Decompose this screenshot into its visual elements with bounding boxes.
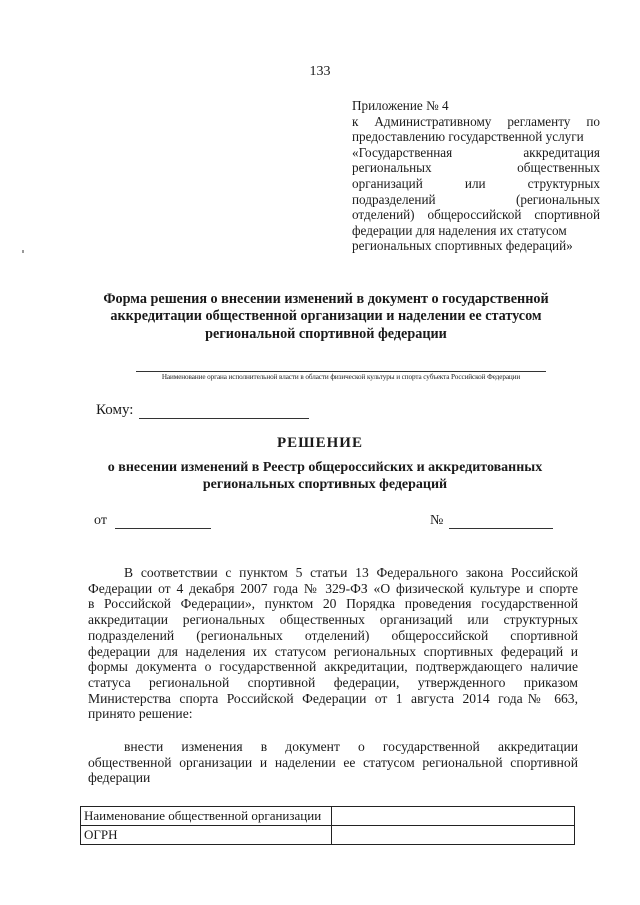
number-field: [430, 513, 553, 529]
annex-line: организаций или структурных: [352, 175, 600, 191]
page-number: 133: [309, 64, 331, 79]
paragraph-line: аккредитации региональных общественных организаций или структурных: [88, 612, 578, 628]
annex-line: подразделений (региональных: [352, 191, 600, 207]
paragraph-line: Министерства спорта Российской Федерации от 1 августа 2014 года№ 663,: [88, 690, 578, 706]
annex-line: региональных общественных: [352, 160, 600, 176]
organization-table: [80, 806, 575, 845]
decision-subtitle-line: региональных спортивных федераций: [202, 477, 448, 493]
recipient-field: [96, 402, 309, 419]
paragraph-line: В соответствии с пунктом 5 статьи 13 Федерального закона Российской: [124, 565, 578, 580]
paragraph-line: формы документа о государственной аккредитации, подтверждающего наличие: [88, 659, 578, 675]
annex-line: к Административному регламенту по: [352, 113, 600, 129]
resolution-line: общественной организации и наделении ее статусом региональной спортивной: [88, 754, 578, 770]
paragraph-line: подразделений (региональных отделений) общероссийской спортивной: [88, 627, 578, 643]
scan-speck: [22, 250, 24, 253]
decision-paragraph: [88, 565, 578, 722]
annex-line: «Государственная аккредитация: [352, 144, 600, 160]
decision-title: РЕШЕНИЕ: [277, 435, 363, 451]
resolution-line: федерации: [88, 770, 151, 786]
annex-line: региональных спортивных федераций»: [352, 238, 573, 254]
paragraph-line: федерации для наделения их статусом региональных спортивных федераций и: [88, 643, 578, 659]
annex-line: предоставлению государственной услуги: [352, 129, 584, 145]
form-title: [96, 291, 556, 343]
table-row: [81, 826, 575, 845]
form-title-line: аккредитации общественной организации и наделении ее статусом: [110, 308, 542, 325]
annex-line: Приложение № 4: [352, 98, 449, 113]
table-cell-label: Наименование общественной организации: [81, 807, 332, 826]
recipient-blank: [139, 404, 309, 419]
date-field: [94, 513, 211, 529]
number-blank: [449, 516, 553, 529]
resolution-line: внести изменения в документ о государственной аккредитации: [124, 739, 578, 754]
paragraph-line: статуса региональной спортивной федерации, утвержденного приказом: [88, 674, 578, 690]
paragraph-line: в Российской Федерации», пунктом 20 Порядка проведения государственной: [88, 596, 578, 612]
paragraph-line: Федерации от 4 декабря 2007 года № 329-ФЗ «О физической культуре и спорте: [88, 580, 578, 596]
date-label: от: [94, 513, 107, 528]
organ-name-line: [136, 371, 546, 372]
table-cell-value: [332, 826, 575, 845]
table-row: [81, 807, 575, 826]
decision-subtitle: [90, 459, 560, 494]
date-blank: [115, 516, 211, 529]
decision-resolution: [88, 739, 578, 786]
table-cell-value: [332, 807, 575, 826]
annex-block: [352, 98, 600, 254]
recipient-label: Кому:: [96, 402, 134, 418]
annex-line: отделений) общероссийской спортивной: [352, 207, 600, 223]
form-title-line: Форма решения о внесении изменений в документ о государственной: [103, 291, 549, 307]
organ-name-caption: Наименование органа исполнительной власти в области физической культуры и спорта субъекта Российской Федерации: [161, 373, 521, 381]
annex-line: федерации для наделения их статусом: [352, 222, 567, 238]
form-title-line: региональной спортивной федерации: [205, 325, 447, 342]
table-cell-label: ОГРН: [81, 826, 332, 845]
number-label: №: [430, 513, 444, 528]
paragraph-line: принято решение:: [88, 706, 193, 722]
decision-subtitle-line: о внесении изменений в Реестр общероссийских и аккредитованных: [107, 460, 543, 475]
